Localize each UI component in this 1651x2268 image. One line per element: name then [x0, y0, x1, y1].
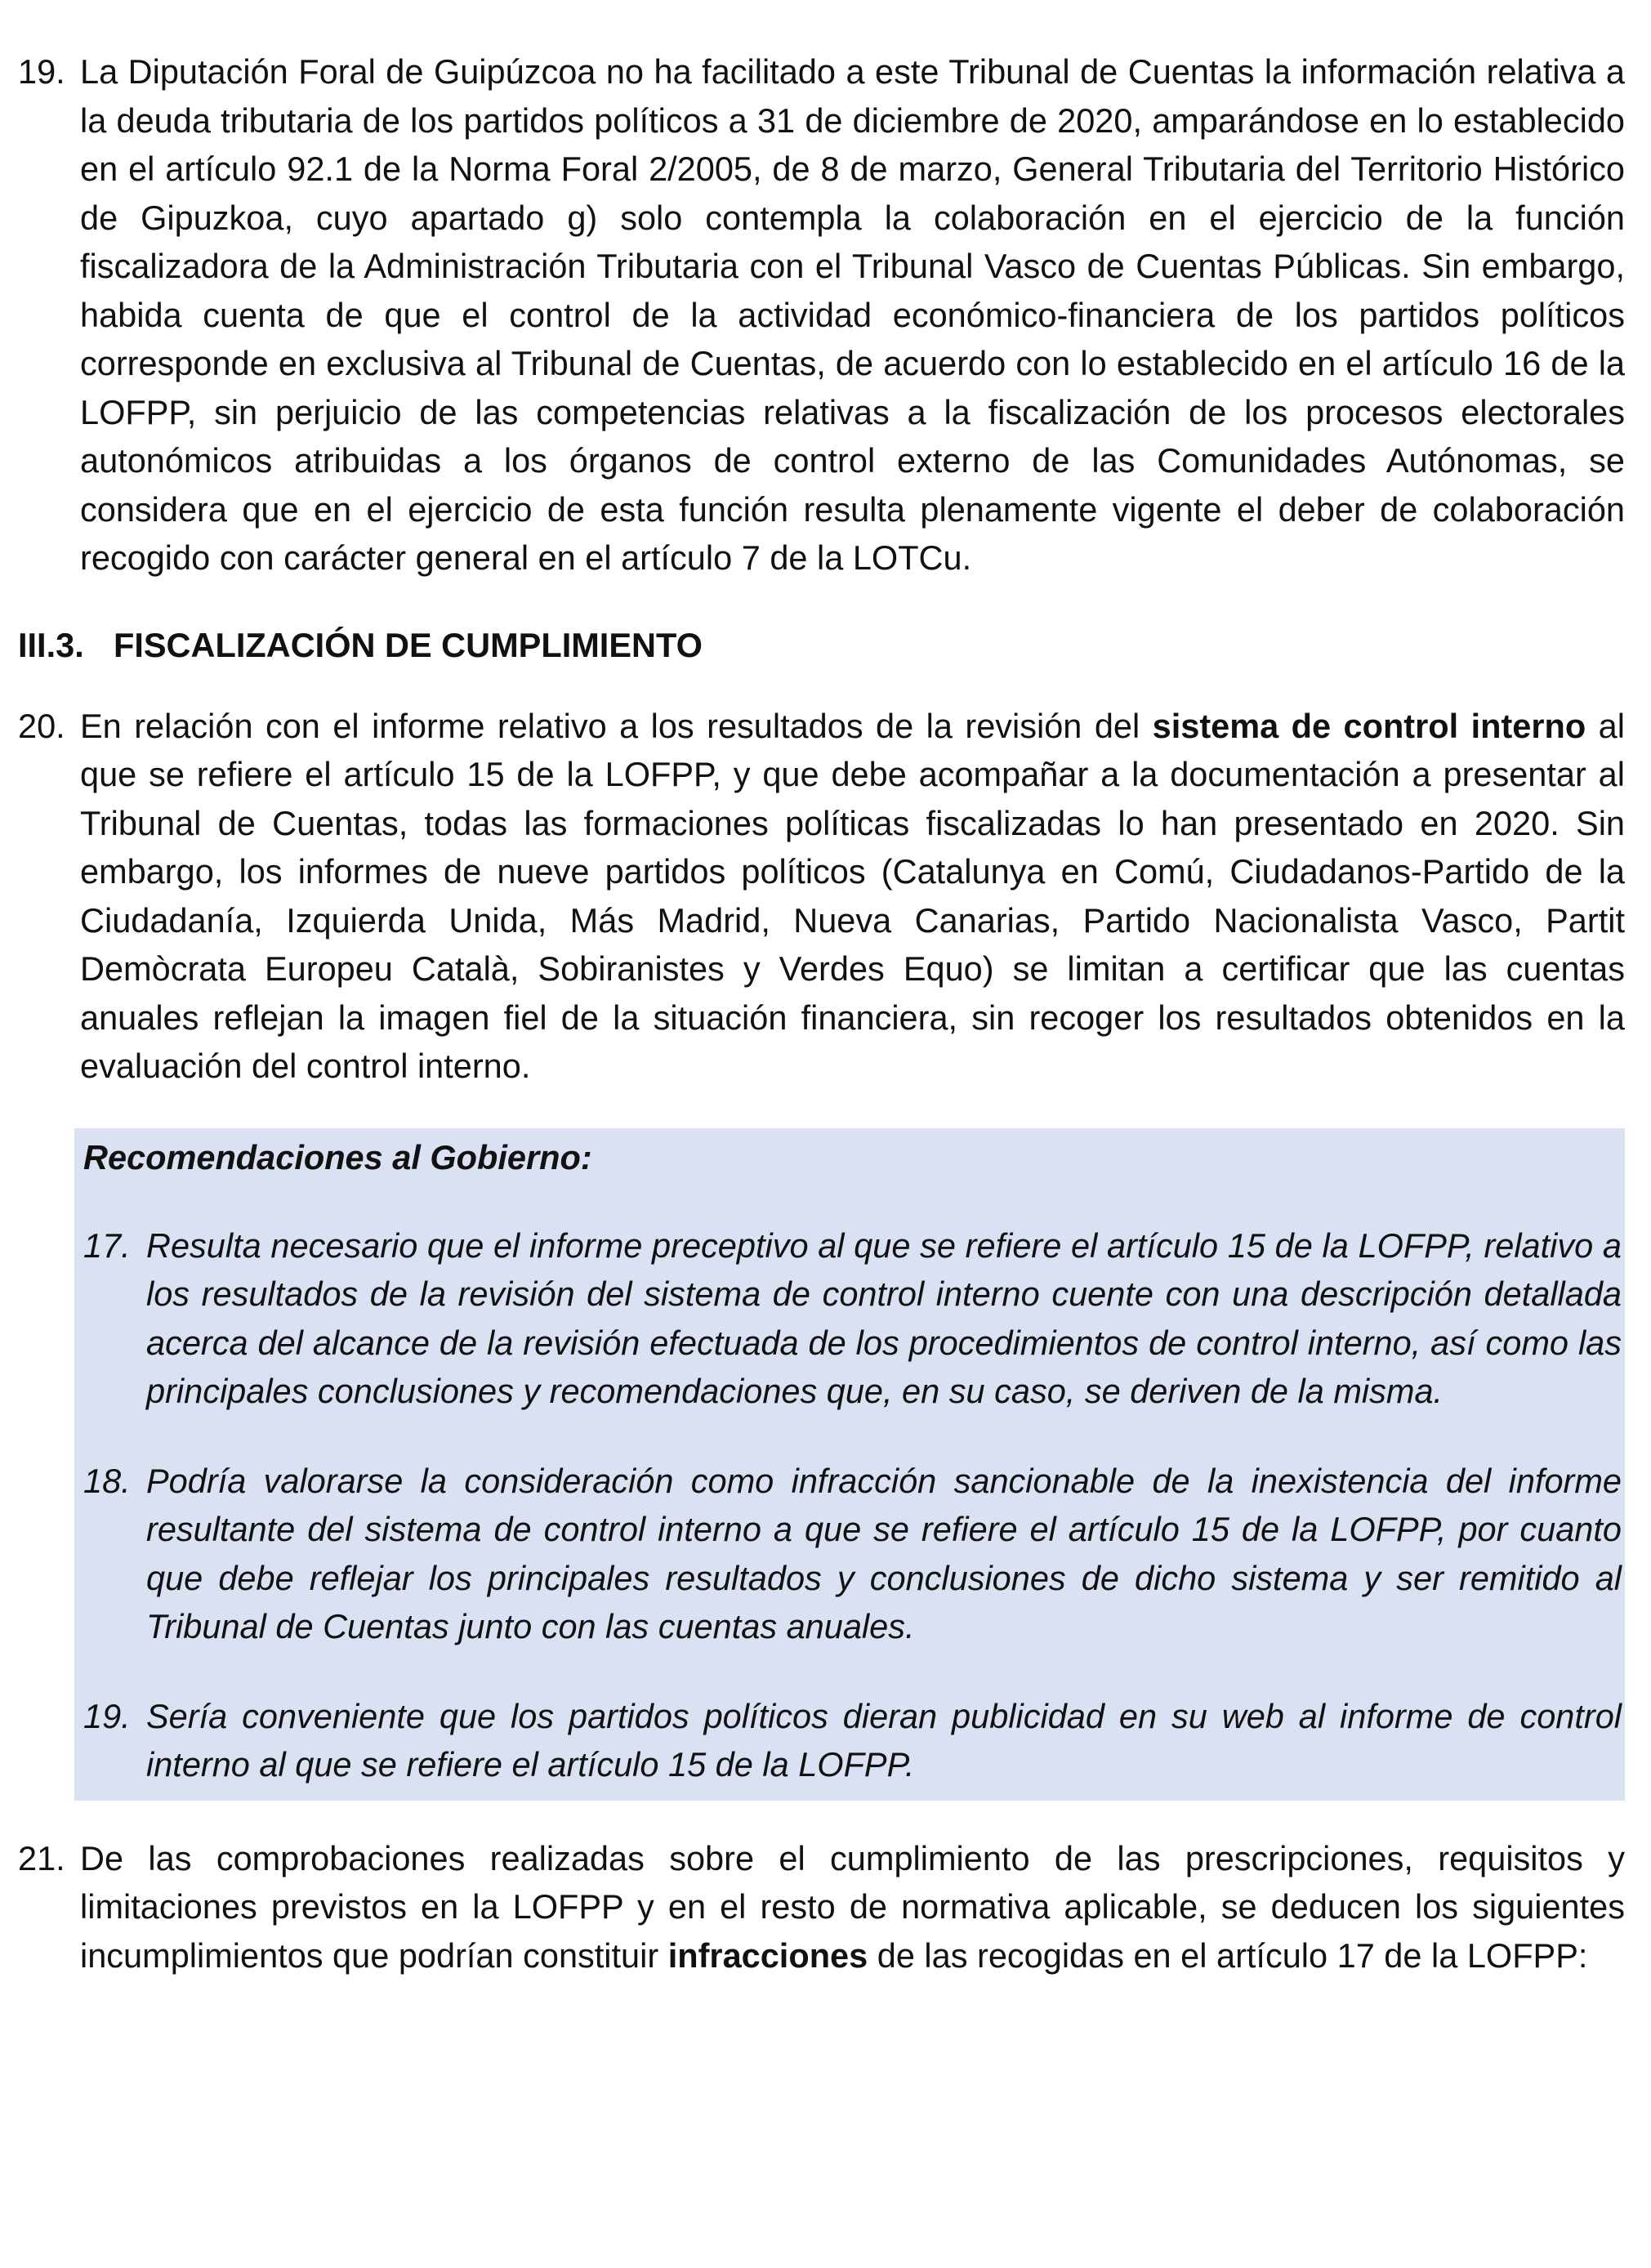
paragraph-text — [80, 1839, 1625, 1975]
recommendation-number: 19. — [83, 1696, 131, 1735]
recommendations-title: Recomendaciones al Gobierno: — [83, 1137, 592, 1176]
text-segment: de las recogidas en el artículo 17 de la LOFPP: — [868, 1935, 1588, 1975]
text-segment: al que se refiere el artículo 15 de la LOFPP, y que debe acompañar a la documentación a presentar al Tribunal de Cuentas, todas las formaciones políticas fiscalizadas lo han presentado en 2020. Sin embargo, los informes de nueve partidos políticos (Catalunya en Comú, Ciudadanos-Partido de la Ciudadanía, Izquierda Unida, Más Madrid, Nueva Canarias, Partido Nacionalista Vasco, Partit Demòcrata Europeu Català, Sobiranistes y Verdes Equo) se limitan a certificar que las cuentas anuales reflejan la imagen fiel de la situación financiera, sin recoger los resultados obtenidos en la evaluación del control interno. — [80, 706, 1625, 1085]
bold-term: sistema de control interno — [1152, 706, 1586, 745]
recommendation-item — [83, 1457, 1622, 1651]
paragraph-19 — [18, 47, 1625, 583]
paragraph-number: 20. — [18, 706, 65, 745]
recommendation-text: Resulta necesario que el informe preceptivo al que se refiere el artículo 15 de la LOFPP, relativo a los resultados de la revisión del sistema de control interno cuente con una descripción detallada acerca del alcance de la revisión efectuada de los procedimientos de control interno, así como las principales conclusiones y recomendaciones que, en su caso, se deriven de la misma. — [146, 1226, 1622, 1410]
paragraph-number: 19. — [18, 52, 65, 91]
paragraph-text — [80, 707, 1625, 1086]
recommendation-number: 18. — [83, 1461, 131, 1500]
section-number: III.3. — [18, 625, 84, 664]
recommendation-number: 17. — [83, 1226, 131, 1265]
recommendation-text: Podría valorarse la consideración como infracción sancionable de la inexistencia del informe resultante del sistema de control interno a que se refiere el artículo 15 de la LOFPP, por cuanto que debe reflejar los principales resultados y conclusiones de dicho sistema y ser remitido al Tribunal de Cuentas junto con las cuentas anuales. — [146, 1461, 1622, 1645]
text-segment: De las comprobaciones realizadas sobre el cumplimiento de las prescripciones, requisitos y limitaciones previstos en la LOFPP y en el resto de normativa aplicable, se deducen los siguientes incumplimientos que podrían constituir — [80, 1838, 1625, 1975]
section-title: FISCALIZACIÓN DE CUMPLIMIENTO — [114, 625, 703, 664]
section-heading — [18, 621, 1625, 670]
bold-term: infracciones — [667, 1935, 868, 1975]
recommendation-item — [83, 1221, 1622, 1416]
text-segment: En relación con el informe relativo a los resultados de la revisión del — [80, 706, 1153, 745]
recommendations-box — [74, 1128, 1625, 1801]
paragraph-20 — [18, 702, 1625, 1091]
recommendation-item — [83, 1692, 1622, 1789]
paragraph-21 — [18, 1834, 1625, 1980]
recommendation-text: Sería conveniente que los partidos políticos dieran publicidad en su web al informe de control interno al que se refiere el artículo 15 de la LOFPP. — [146, 1696, 1622, 1784]
paragraph-text: La Diputación Foral de Guipúzcoa no ha facilitado a este Tribunal de Cuentas la información relativa a la deuda tributaria de los partidos políticos a 31 de diciembre de 2020, amparándose en lo establecido en el artículo 92.1 de la Norma Foral 2/2005, de 8 de marzo, General Tributaria del Territorio Histórico de Gipuzkoa, cuyo apartado g) solo contempla la colaboración en el ejercicio de la función fiscalizadora de la Administración Tributaria con el Tribunal Vasco de Cuentas Públicas. Sin embargo, habida cuenta de que el control de la actividad económico-financiera de los partidos políticos corresponde en exclusiva al Tribunal de Cuentas, de acuerdo con lo establecido en el artículo 16 de la LOFPP, sin perjuicio de las competencias relativas a la fiscalización de los procesos electorales autonómicos atribuidas a los órganos de control externo de las Comunidades Autónomas, se considera que en el ejercicio de esta función resulta plenamente vigente el deber de colaboración recogido con carácter general en el artículo 7 de la LOTCu. — [80, 52, 1625, 577]
paragraph-number: 21. — [18, 1838, 65, 1877]
